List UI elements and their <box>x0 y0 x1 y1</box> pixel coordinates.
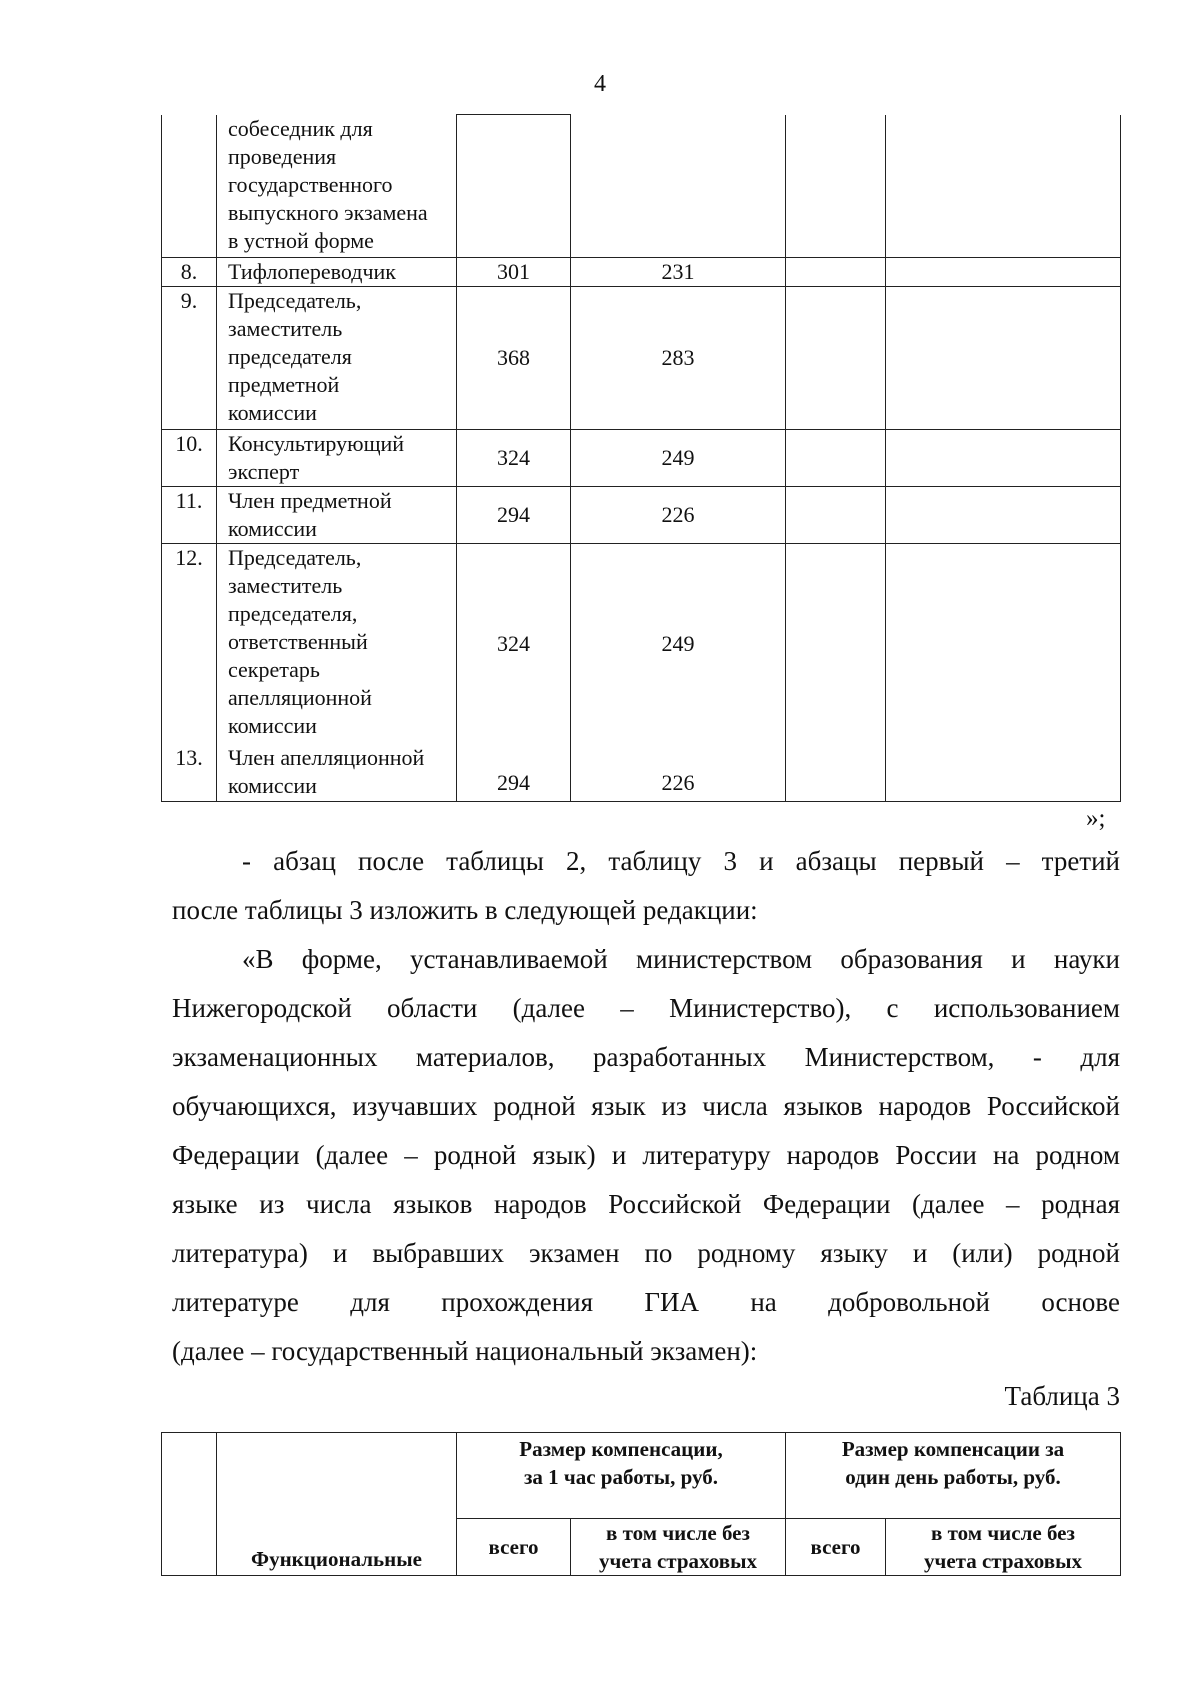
hour-without-insurance-value: 249 <box>571 544 786 744</box>
role-line: эксперт <box>228 459 300 484</box>
hour-without-insurance-header <box>571 1519 786 1576</box>
text-line: языке из числа языков народов Российской Федерации (далее – родная <box>172 1189 1120 1219</box>
functional-header: Функциональные <box>217 1433 457 1576</box>
row-number <box>162 115 217 258</box>
table-row <box>162 258 1121 287</box>
role-name <box>217 258 457 287</box>
hour-total-value <box>457 115 571 258</box>
compensation-table-3 <box>161 1432 1121 1576</box>
hour-total-value: 294 <box>457 487 571 544</box>
day-total-header: всего <box>786 1519 886 1576</box>
hour-total-value: 324 <box>457 430 571 487</box>
hour-total-value: 324 <box>457 544 571 744</box>
day-total-value <box>786 487 886 544</box>
role-line: комиссии <box>228 772 317 798</box>
text-line: Федерации (далее – родной язык) и литературу народов России на родном <box>172 1140 1120 1170</box>
text-line: литература) и выбравших экзамен по родному языку и (или) родной <box>172 1238 1120 1268</box>
role-name <box>217 744 457 802</box>
role-line: предметной <box>228 372 340 397</box>
day-total-value <box>786 287 886 430</box>
header-line: за 1 час работы, руб. <box>523 1465 719 1489</box>
page-number: 4 <box>594 71 606 97</box>
text-line: после таблицы 3 изложить в следующей редакции: <box>172 895 758 925</box>
role-name <box>217 287 457 430</box>
role-line: Член предметной <box>228 488 392 513</box>
role-line: Председатель, <box>228 545 362 570</box>
hour-without-insurance-value <box>571 115 786 258</box>
closing-quote: »; <box>1086 805 1106 832</box>
role-name <box>217 115 457 258</box>
text-line: «В форме, устанавливаемой министерством образования и науки <box>242 944 1120 974</box>
hour-without-insurance-value: 226 <box>571 487 786 544</box>
compensation-table-continuation <box>161 114 1121 802</box>
hour-without-insurance-value: 231 <box>571 258 786 287</box>
hour-compensation-header <box>457 1433 786 1519</box>
exam-definition-paragraph <box>172 935 1120 1376</box>
role-line: проведения <box>228 143 337 169</box>
role-line: апелляционной <box>228 685 372 710</box>
day-without-insurance-value <box>886 744 1121 802</box>
role-line: заместитель <box>228 573 343 598</box>
role-line: председателя <box>228 344 352 369</box>
row-number: 13. <box>162 744 217 802</box>
role-line: ответственный <box>228 629 368 654</box>
day-compensation-header <box>786 1433 1121 1519</box>
role-line: секретарь <box>228 657 320 682</box>
role-name <box>217 487 457 544</box>
hour-total-value: 368 <box>457 287 571 430</box>
role-line: выпускного экзамена <box>228 199 428 225</box>
role-line: комиссии <box>228 713 317 738</box>
table-row <box>162 430 1121 487</box>
day-without-insurance-value <box>886 487 1121 544</box>
header-line: Размер компенсации, <box>519 1437 723 1461</box>
day-total-value <box>786 430 886 487</box>
role-line: собеседник для <box>228 115 373 141</box>
role-name <box>217 430 457 487</box>
text-line: экзаменационных материалов, разработанных Министерством, - для <box>172 1042 1120 1072</box>
hour-without-insurance-value: 249 <box>571 430 786 487</box>
day-without-insurance-value <box>886 430 1121 487</box>
amendment-paragraph <box>172 837 1120 935</box>
hour-total-value: 294 <box>457 744 571 802</box>
row-number: 11. <box>162 487 217 544</box>
text-line: Нижегородской области (далее – Министерство), с использованием <box>172 993 1120 1023</box>
row-number: 12. <box>162 544 217 744</box>
day-without-insurance-value <box>886 115 1121 258</box>
table-caption: Таблица 3 <box>1004 1381 1120 1411</box>
table-row <box>162 744 1121 802</box>
day-without-insurance-value <box>886 258 1121 287</box>
role-line: комиссии <box>228 516 317 541</box>
row-number: 10. <box>162 430 217 487</box>
role-line: заместитель <box>228 316 343 341</box>
table-row <box>162 287 1121 430</box>
hour-total-value: 301 <box>457 258 571 287</box>
row-number: 9. <box>162 287 217 430</box>
role-line: Член апелляционной <box>228 744 425 770</box>
header-line: учета страховых <box>924 1549 1082 1573</box>
role-line: государственного <box>228 171 393 197</box>
hour-without-insurance-value: 226 <box>571 744 786 802</box>
role-line: Председатель, <box>228 288 362 313</box>
day-total-value <box>786 115 886 258</box>
text-line: - абзац после таблицы 2, таблицу 3 и абзацы первый – третий <box>242 846 1120 876</box>
role-line: председателя, <box>228 601 358 626</box>
header-line: в том числе без <box>606 1521 750 1545</box>
text-line: обучающихся, изучавших родной язык из числа языков народов Российской <box>172 1091 1120 1121</box>
day-without-insurance-header <box>886 1519 1121 1576</box>
hour-without-insurance-value: 283 <box>571 287 786 430</box>
day-total-value <box>786 258 886 287</box>
header-line: в том числе без <box>931 1521 1075 1545</box>
role-line: Тифлопереводчик <box>228 259 396 284</box>
header-line: Размер компенсации за <box>841 1437 1065 1461</box>
table-row <box>162 487 1121 544</box>
role-line: Консультирующий <box>228 431 405 456</box>
table-row <box>162 115 1121 258</box>
text-line: литературе для прохождения ГИА на добровольной основе <box>172 1287 1120 1317</box>
day-without-insurance-value <box>886 287 1121 430</box>
hour-total-header: всего <box>457 1519 571 1576</box>
day-without-insurance-value <box>886 544 1121 744</box>
header-line: учета страховых <box>599 1549 757 1573</box>
day-total-value <box>786 744 886 802</box>
day-total-value <box>786 544 886 744</box>
header-line: один день работы, руб. <box>845 1465 1061 1489</box>
table-row <box>162 544 1121 744</box>
role-line: комиссии <box>228 400 317 425</box>
role-line: в устной форме <box>228 227 374 253</box>
role-name <box>217 544 457 744</box>
number-header-cell <box>162 1433 217 1576</box>
text-line: (далее – государственный национальный экзамен): <box>172 1336 758 1366</box>
row-number: 8. <box>162 258 217 287</box>
